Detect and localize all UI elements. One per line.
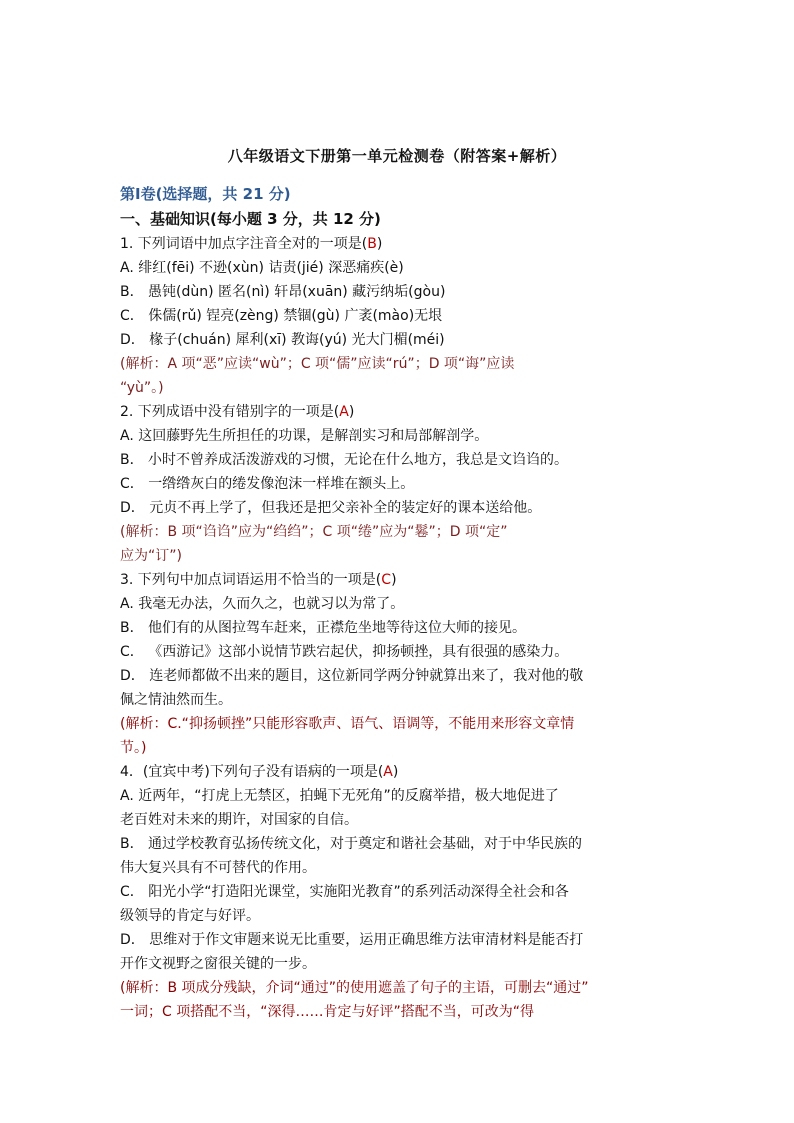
question-text: 4．(宜宾中考)下列句子没有语病的一项是( [120,764,384,780]
part-title: 一、基础知识(每小题 3 分，共 12 分) [120,210,381,228]
answer-option: D． 椽子(chuán) 犀利(xī) 教诲(yú) 光大门楣(méi) [120,332,445,348]
question-close: ) [392,764,399,780]
answer-option: C． 《西游记》这部小说情节跌宕起伏，抑扬顿挫，具有很强的感染力。 [120,644,569,660]
question-stem [120,232,680,256]
question-close: ) [376,236,383,252]
explanation-line: 一词；C 项搭配不当，“深得……肯定与好评”搭配不当，可改为“得 [120,1004,534,1020]
answer-option: C． 侏儒(rǔ) 锃亮(zèng) 禁锢(gù) 广袤(mào)无垠 [120,308,443,324]
question-text: 3. 下列句中加点词语运用不恰当的一项是( [120,572,382,588]
answer-letter: A [383,764,393,780]
question-text: 1. 下列词语中加点字注音全对的一项是( [120,236,368,252]
explanation-line: (解析：C.“抑扬顿挫”只能形容歌声、语气、语调等，不能用来形容文章情 [120,716,575,732]
answer-option: B． 小时不曾养成活泼游戏的习惯，无论在什么地方，我总是文诌诌的。 [120,452,569,468]
answer-option: 佩之情油然而生。 [120,692,232,708]
answer-option: 开作文视野之窗很关键的一步。 [120,956,316,972]
explanation-line: (解析：B 项“诌诌”应为“绉绉”；C 项“绻”应为“鬈”；D 项“定” [120,524,508,540]
question-stem [120,400,680,424]
answer-option: A. 这回藤野先生所担任的功课，是解剖实习和局部解剖学。 [120,428,489,444]
answer-option: 级领导的肯定与好评。 [120,908,260,924]
question-stem [120,568,680,592]
answer-option: B． 通过学校教育弘扬传统文化，对于奠定和谐社会基础，对于中华民族的 [120,836,583,852]
answer-option: A. 近两年，“打虎上无禁区，拍蝇下无死角”的反腐举措，极大地促进了 [120,788,559,804]
explanation-line: 节。) [120,740,147,756]
answer-option: A. 绯红(fēi) 不逊(xùn) 诘责(jié) 深恶痛疾(è) [120,260,404,276]
question-close: ) [348,404,355,420]
explanation-line: 应为“订”) [120,548,182,564]
answer-option: 老百姓对未来的期许，对国家的自信。 [120,812,358,828]
answer-option: 伟大复兴具有不可替代的作用。 [120,860,316,876]
question-close: ) [391,572,397,588]
explanation-line: (解析：A 项“恶”应读“wù”；C 项“儒”应读“rú”；D 项“诲”应读 [120,356,515,372]
answer-option: D． 思维对于作文审题来说无比重要，运用正确思维方法审清材料是能否打 [120,932,584,948]
answer-option: A. 我毫无办法，久而久之，也就习以为常了。 [120,596,405,612]
answer-letter: B [367,236,377,252]
question-body [120,232,680,1024]
answer-letter: A [339,404,349,420]
section-title: 第Ⅰ卷(选择题，共 21 分) [120,185,291,203]
answer-option: C． 阳光小学“打造阳光课堂，实施阳光教育”的系列活动深得全社会和各 [120,884,569,900]
answer-option: D． 元贞不再上学了，但我还是把父亲补全的装定好的课本送给他。 [120,500,542,516]
answer-letter: C [381,572,392,588]
answer-option: B． 他们有的从图拉驾车赶来，正襟危坐地等待这位大师的接见。 [120,620,527,636]
explanation-line: (解析：B 项成分残缺，介词“通过”的使用遮盖了句子的主语，可删去“通过” [120,980,589,996]
answer-option: C． 一绺绺灰白的绻发像泡沫一样堆在额头上。 [120,476,415,492]
answer-option: B． 愚钝(dùn) 匿名(nì) 轩昂(xuān) 藏污纳垢(gòu) [120,284,446,300]
document-title: 八年级语文下册第一单元检测卷（附答案+解析） [227,147,567,165]
question-text: 2. 下列成语中没有错别字的一项是( [120,404,340,420]
answer-option: D． 连老师都做不出来的题目，这位新同学两分钟就算出来了，我对他的敬 [120,668,584,684]
explanation-line: “yù”。) [120,380,164,396]
question-stem [120,760,680,784]
